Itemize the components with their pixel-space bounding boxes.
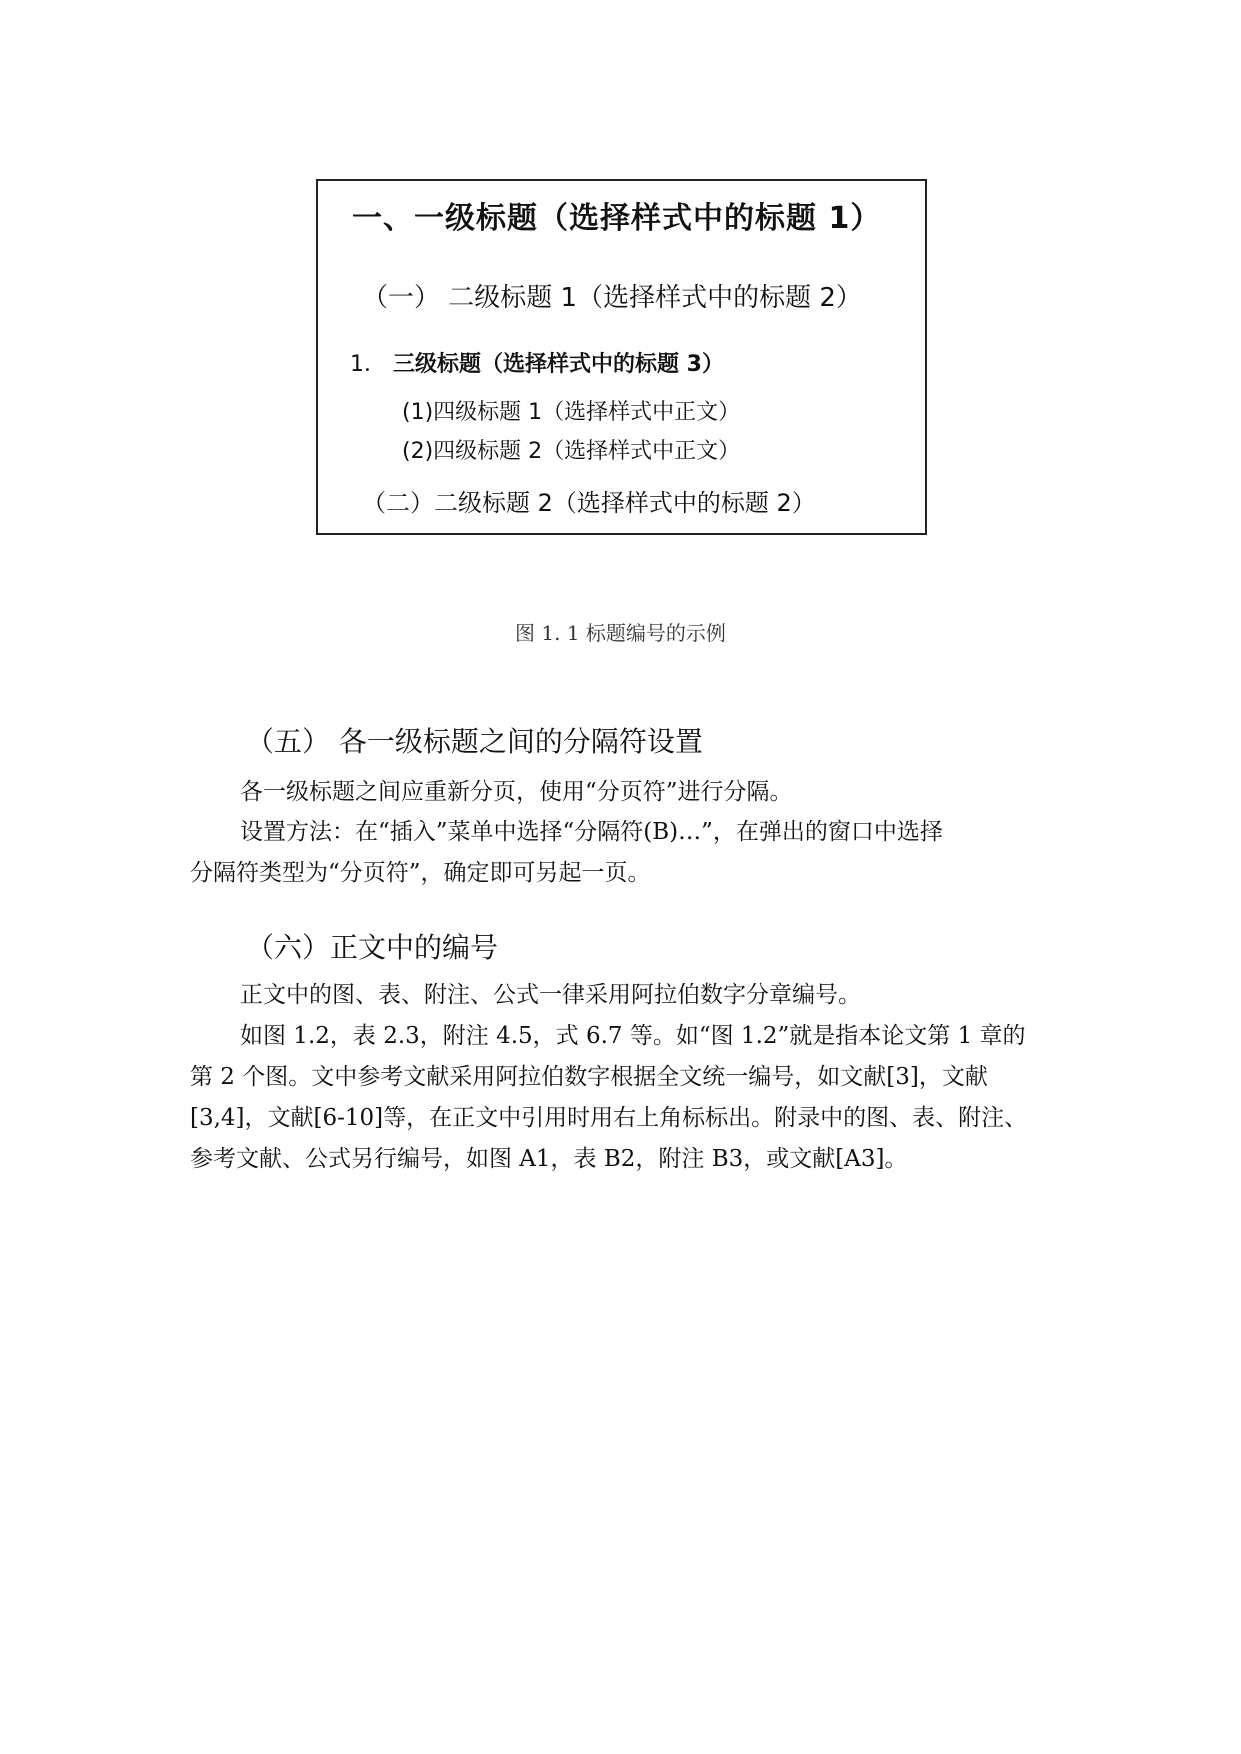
text-line: 第 2 个图。文中参考文献采用阿拉伯数字根据全文统一编号，如文献[3]，文献 [190, 1064, 988, 1090]
section-5-paragraph-1 [190, 772, 1050, 813]
figure-level3-text: 三级标题（选择样式中的标题 3） [393, 352, 724, 377]
figure-level2-heading-1: （一） 二级标题 1（选择样式中的标题 2） [362, 283, 862, 313]
figure-level4-heading-2: (2)四级标题 2（选择样式中正文） [402, 439, 741, 464]
text-line: 分隔符类型为“分页符”，确定即可另起一页。 [190, 860, 651, 886]
heading-example-figure [316, 179, 927, 535]
figure-level4-heading-1: (1)四级标题 1（选择样式中正文） [402, 400, 741, 425]
text-line: 设置方法：在“插入”菜单中选择“分隔符(B)…”，在弹出的窗口中选择 [240, 819, 943, 845]
text-line: [3,4]，文献[6-10]等，在正文中引用时用右上角标标出。附录中的图、表、附注、 [190, 1105, 1028, 1131]
text-line: 如图 1.2，表 2.3，附注 4.5，式 6.7 等。如“图 1.2”就是指本论文第 1 章的 [240, 1023, 1026, 1049]
figure-level3-heading [350, 347, 724, 378]
section-5-heading: （五） 各一级标题之间的分隔符设置 [246, 725, 703, 758]
section-6-heading: （六）正文中的编号 [246, 931, 499, 964]
figure-level2-heading-2: （二）二级标题 2（选择样式中的标题 2） [362, 489, 816, 517]
figure-level3-number: 1． [350, 352, 386, 377]
section-5-paragraph-2 [190, 812, 1050, 894]
section-6-paragraph-1 [190, 975, 1050, 1016]
text-line: 各一级标题之间应重新分页，使用“分页符”进行分隔。 [240, 779, 793, 805]
text-line: 正文中的图、表、附注、公式一律采用阿拉伯数字分章编号。 [240, 982, 861, 1008]
figure-level1-heading: 一、一级标题（选择样式中的标题 1） [352, 201, 882, 236]
text-line: 参考文献、公式另行编号，如图 A1，表 B2，附注 B3，或文献[A3]。 [190, 1146, 908, 1172]
figure-caption: 图 1. 1 标题编号的示例 [515, 621, 726, 645]
section-6-paragraph-2 [190, 1016, 1050, 1180]
